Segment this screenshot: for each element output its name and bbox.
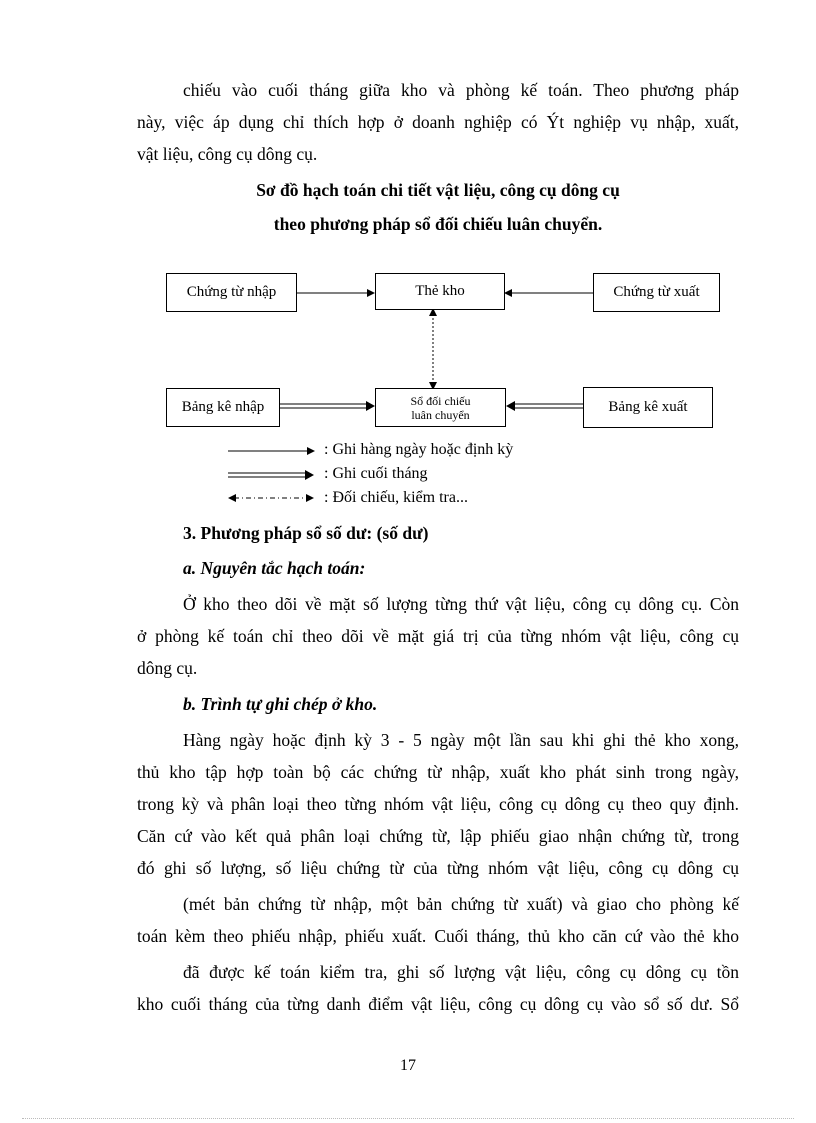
box-chung-tu-xuat: Chứng từ xuất — [593, 273, 720, 312]
legend-monthly-text: : Ghi cuối tháng — [324, 465, 428, 482]
paragraph-line: kho cuối tháng của từng danh điểm vật liệu, công cụ dông cụ vào sổ số dư. Sổ — [137, 994, 739, 1014]
paragraph-line: trong kỳ và phân loại theo từng nhóm vật liệu, công cụ dông cụ theo quy định. — [137, 794, 739, 814]
box-so-doi-chieu-line2: luân chuyển — [411, 407, 470, 422]
box-bang-ke-xuat: Bảng kê xuất — [583, 387, 713, 428]
section-heading: 3. Phương pháp sổ số dư: (số dư) — [183, 523, 429, 543]
box-so-doi-chieu-luan-chuyen — [375, 388, 506, 427]
diagram-title-line2: theo phương pháp sổ đối chiếu luân chuyển. — [273, 214, 603, 234]
box-the-kho: Thẻ kho — [375, 273, 505, 310]
paragraph-line: vật liệu, công cụ dông cụ. — [137, 144, 318, 164]
box-bang-ke-nhap: Bảng kê nhập — [166, 388, 280, 427]
arrow-monthly-head — [366, 401, 375, 411]
paragraph-line: thủ kho tập hợp toàn bộ các chứng từ nhập, xuất kho phát sinh trong ngày, — [137, 762, 739, 782]
paragraph-line: dông cụ. — [137, 658, 198, 678]
legend-reconcile-text: : Đối chiếu, kiểm tra... — [324, 489, 468, 506]
paragraph-line: đó ghi số lượng, số liệu chứng từ của từng nhóm vật liệu, công cụ dông cụ — [137, 858, 739, 878]
paragraph-line: ở phòng kế toán chỉ theo dõi về mặt giá trị của từng nhóm vật liệu, công cụ — [137, 626, 739, 646]
paragraph-line: chiếu vào cuối tháng giữa kho và phòng kế toán. Theo phương pháp — [183, 80, 739, 100]
page-bottom-rule — [22, 1118, 794, 1119]
paragraph-line: Hàng ngày hoặc định kỳ 3 - 5 ngày một lần sau khi ghi thẻ kho xong, — [183, 730, 739, 750]
legend-arrow-reconcile-head-left — [228, 494, 236, 502]
arrow-monthly-head — [506, 401, 515, 411]
box-chung-tu-nhap: Chứng từ nhập — [166, 273, 297, 312]
paragraph-line: toán kèm theo phiếu nhập, phiếu xuất. Cuối tháng, thủ kho căn cứ vào thẻ kho — [137, 926, 739, 946]
legend-arrow-reconcile-head-right — [306, 494, 314, 502]
paragraph-line: (mét bản chứng từ nhập, một bản chứng từ xuất) và giao cho phòng kế — [183, 894, 739, 914]
subsection-b-heading: b. Trình tự ghi chép ở kho. — [183, 694, 378, 714]
paragraph-line: này, việc áp dụng chỉ thích hợp ở doanh nghiệp có Ýt nghiệp vụ nhập, xuất, — [137, 112, 739, 132]
paragraph-line: Ở kho theo dõi về mặt số lượng từng thứ vật liệu, công cụ dông cụ. Còn — [183, 594, 739, 614]
legend-arrow-monthly-head — [305, 470, 314, 480]
diagram-title-line1: Sơ đồ hạch toán chi tiết vật liệu, công cụ dông cụ — [256, 180, 620, 200]
paragraph-line: đã được kế toán kiểm tra, ghi số lượng vật liệu, công cụ dông cụ tồn — [183, 962, 739, 982]
page-number: 17 — [400, 1057, 416, 1074]
subsection-a-heading: a. Nguyên tắc hạch toán: — [183, 558, 366, 578]
paragraph-line: Căn cứ vào kết quả phân loại chứng từ, lập phiếu giao nhận chứng từ, trong — [137, 826, 739, 846]
legend-daily-text: : Ghi hàng ngày hoặc định kỳ — [324, 441, 514, 458]
box-so-doi-chieu-line1: Sổ đối chiếu — [410, 393, 471, 408]
